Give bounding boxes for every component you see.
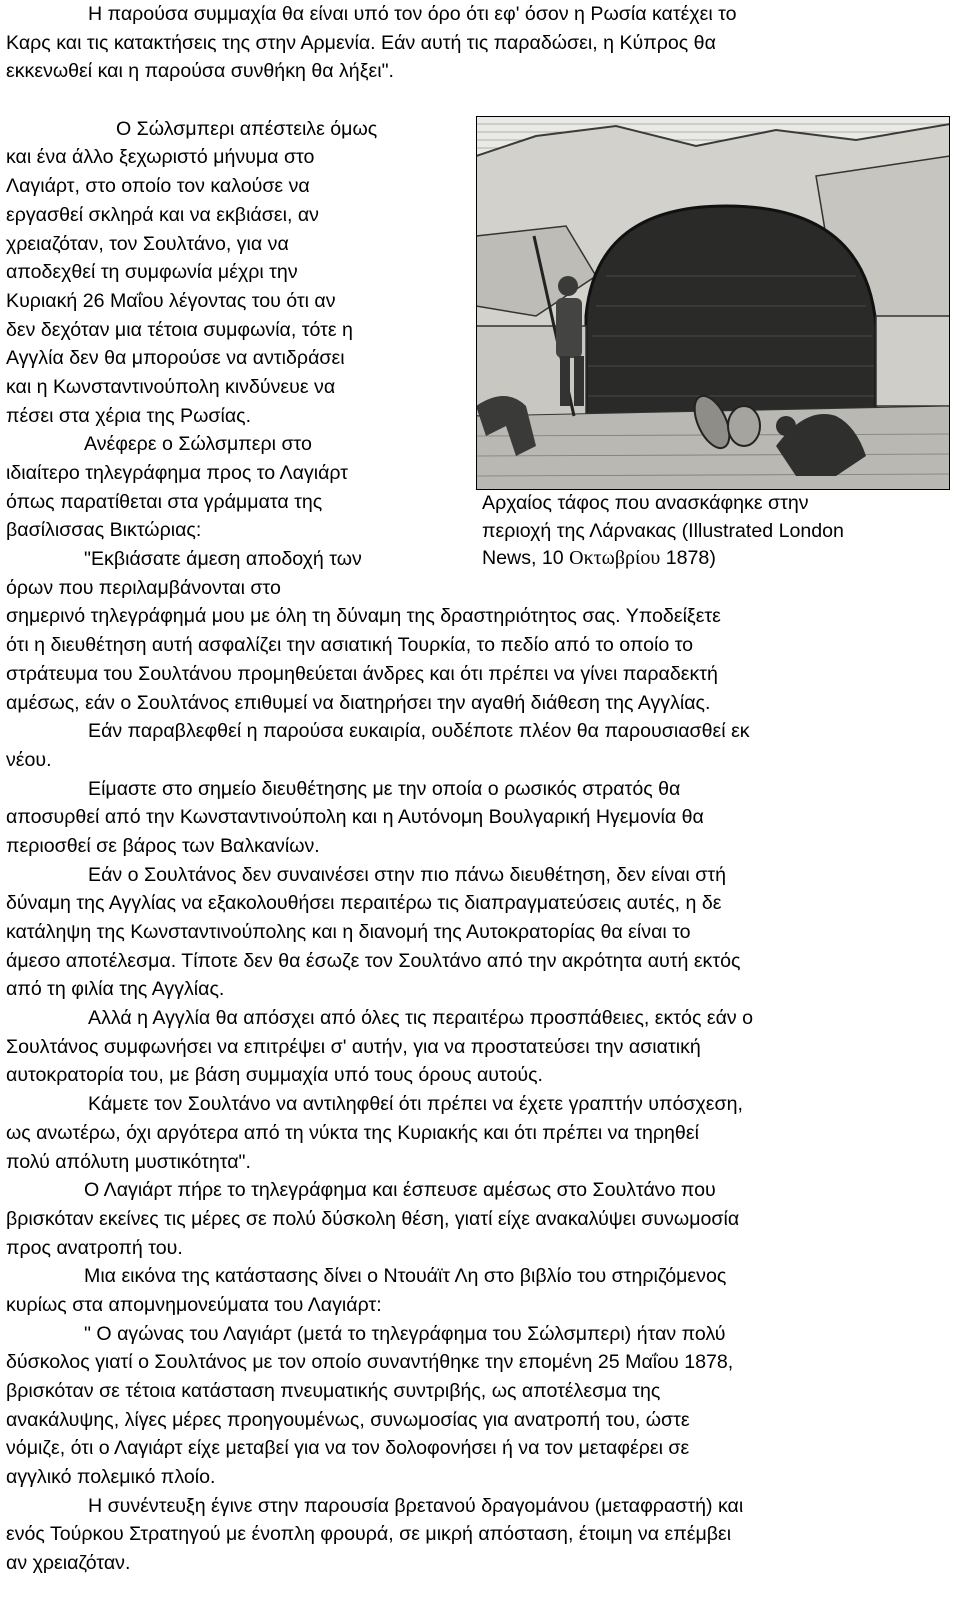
caption-line: περιοχή της Λάρνακας (Illustrated London <box>482 519 844 542</box>
text-line: κυρίως στα απομνημονεύματα του Λαγιάρτ: <box>6 1293 382 1316</box>
text-line: Σουλτάνος συμφωνήσει να επιτρέψει σ' αυτήν, για να προστατεύσει την ασιατική <box>6 1035 701 1058</box>
text-line: πολύ απόλυτη μυστικότητα". <box>6 1150 251 1173</box>
text-line: νόμιζε, ότι ο Λαγιάρτ είχε μεταβεί για να τον δολοφονήσει ή να τον μεταφέρει σε <box>6 1437 690 1460</box>
text-line: όρων που περιλαμβάνονται στο <box>6 576 281 599</box>
text-line: Κάμετε τον Σουλτάνο να αντιληφθεί ότι πρέπει να έχετε γραπτήν υπόσχεση, <box>88 1093 743 1116</box>
text-line: Η συνέντευξη έγινε στην παρουσία βρετανού δραγομάνου (μεταφραστή) και <box>88 1494 744 1517</box>
text-line: Μια εικόνα της κατάστασης δίνει ο Ντουάϊτ Λη στο βιβλίο του στηριζόμενος <box>84 1265 727 1288</box>
text-line: ως ανωτέρω, όχι αργότερα από τη νύκτα της Κυριακής και ότι πρέπει να τηρηθεί <box>6 1121 699 1144</box>
text-line: Κυριακή 26 Μαΐου λέγοντας του ότι αν <box>6 289 336 312</box>
text-line: Ο Σώλσμπερι απέστειλε όμως <box>116 117 378 140</box>
text-line: δύσκολος γιατί ο Σουλτάνος με τον οποίο συναντήθηκε την επομένη 25 Μαΐου 1878, <box>6 1351 734 1374</box>
blank-line <box>6 86 950 115</box>
text-line: αν χρειαζόταν. <box>6 1552 131 1575</box>
text-line: προς ανατροπή του. <box>6 1236 183 1259</box>
text-line: στράτευμα του Σουλτάνου προμηθεύεται άνδρες και ότι πρέπει να γίνει παραδεκτή <box>6 662 718 685</box>
caption-month: Οκτωβρίου <box>569 547 661 569</box>
text-line: Η παρούσα συμμαχία θα είναι υπό τον όρο ότι εφ' όσον η Ρωσία κατέχει το <box>88 3 737 25</box>
caption-line-prefix: News, 10 <box>482 547 570 569</box>
text-line: και η Κωνσταντινούπολη κινδύνευε να <box>6 375 336 398</box>
text-line: δύναμη της Αγγλίας να εξακολουθήσει περαιτέρω τις διαπραγματεύσεις αυτές, η δε <box>6 892 722 915</box>
text-line: ότι η διευθέτηση αυτή ασφαλίζει την ασιατική Τουρκία, το πεδίο από το οποίο το <box>6 634 694 657</box>
caption-line <box>482 545 952 573</box>
text-line: αγγλικό πολεμικό πλοίο. <box>6 1466 216 1489</box>
text-line: δεν δεχόταν μια τέτοια συμφωνία, τότε η <box>6 318 353 341</box>
figure-caption <box>482 490 952 573</box>
caption-line: Αρχαίος τάφος που ανασκάφηκε στην <box>482 492 809 514</box>
text-line: Ο Λαγιάρτ πήρε το τηλεγράφημα και έσπευσε αμέσως στο Σουλτάνο που <box>84 1179 716 1202</box>
text-line: κατάληψη της Κωνσταντινούπολης και η διανομή της Αυτοκρατορίας θα είναι το <box>6 921 691 943</box>
text-line: νέου. <box>6 748 52 771</box>
text-line: βασίλισσας Βικτώριας: <box>6 519 202 542</box>
text-line: αυτοκρατορία του, με βάση συμμαχία υπό τους όρους αυτούς. <box>6 1064 543 1087</box>
text-line: Εάν παραβλεφθεί η παρούσα ευκαιρία, ουδέποτε πλέον θα παρουσιασθεί εκ <box>88 720 750 743</box>
caption-line-suffix: 1878) <box>660 547 716 569</box>
text-line: Εάν ο Σουλτάνος δεν συναινέσει στην πιο πάνω διευθέτηση, δεν είναι στή <box>88 863 726 886</box>
text-line: άμεσο αποτέλεσμα. Τίποτε δεν θα έσωζε τον Σουλτάνο από την ακρότητα αυτή εκτός <box>6 949 741 972</box>
text-line: βρισκόταν σε τέτοια κατάσταση πνευματικής συντριβής, ως αποτέλεσμα της <box>6 1380 661 1402</box>
text-line: "Εκβιάσατε άμεση αποδοχή των <box>84 548 362 571</box>
tomb-figure <box>476 116 948 596</box>
text-line: ιδιαίτερο τηλεγράφημα προς το Λαγιάρτ <box>6 462 349 484</box>
text-line: ανακάλυψης, λίγες μέρες προηγουμένως, συνωμοσίας για ανατροπή του, ώστε <box>6 1408 690 1431</box>
text-line: και ένα άλλο ξεχωριστό μήνυμα στο <box>6 146 315 169</box>
text-line: Αλλά η Αγγλία θα απόσχει από όλες τις περαιτέρω προσπάθειες, εκτός εάν ο <box>88 1007 754 1030</box>
text-line: Ανέφερε ο Σώλσμπερι στο <box>84 433 312 456</box>
text-line: Αγγλία δεν θα μπορούσε να αντιδράσει <box>6 347 345 370</box>
tomb-engraving-image <box>476 116 950 490</box>
text-line: πέσει στα χέρια της Ρωσίας. <box>6 404 252 427</box>
text-line: αποδεχθεί τη συμφωνία μέχρι την <box>6 261 298 284</box>
text-line: σημερινό τηλεγράφημά μου με όλη τη δύναμη της δραστηριότητος σας. Υποδείξετε <box>6 605 721 628</box>
text-line: εκκενωθεί και η παρούσα συνθήκη θα λήξει". <box>6 60 394 83</box>
text-line: ενός Τούρκου Στρατηγού με ένοπλη φρουρά, σε μικρή απόσταση, έτοιμη να επέμβει <box>6 1523 732 1546</box>
text-line: από τη φιλία της Αγγλίας. <box>6 978 225 1001</box>
text-line: όπως παρατίθεται στα γράμματα της <box>6 490 323 513</box>
text-line: Λαγιάρτ, στο οποίο τον καλούσε να <box>6 175 310 198</box>
text-line: Καρς και τις κατακτήσεις της στην Αρμενία. Εάν αυτή τις παραδώσει, η Κύπρος θα <box>6 31 716 54</box>
text-line: περιοσθεί σε βάρος των Βαλκανίων. <box>6 834 320 857</box>
text-line: Είμαστε στο σημείο διευθέτησης με την οποία ο ρωσικός στρατός θα <box>88 777 681 800</box>
text-line: χρειαζόταν, τον Σουλτάνο, για να <box>6 232 289 255</box>
text-line: βρισκόταν εκείνες τις μέρες σε πολύ δύσκολη θέση, γιατί είχε ανακαλύψει συνωμοσία <box>6 1207 740 1230</box>
text-line: " Ο αγώνας του Λαγιάρτ (μετά το τηλεγράφημα του Σώλσμπερι) ήταν πολύ <box>84 1322 726 1345</box>
text-line: εργασθεί σκληρά και να εκβιάσει, αν <box>6 203 319 226</box>
text-line: αμέσως, εάν ο Σουλτάνος επιθυμεί να διατηρήσει την αγαθή διάθεση της Αγγλίας. <box>6 691 711 714</box>
text-line: αποσυρθεί από την Κωνσταντινούπολη και η Αυτόνομη Βουλγαρική Ηγεμονία θα <box>6 806 704 829</box>
